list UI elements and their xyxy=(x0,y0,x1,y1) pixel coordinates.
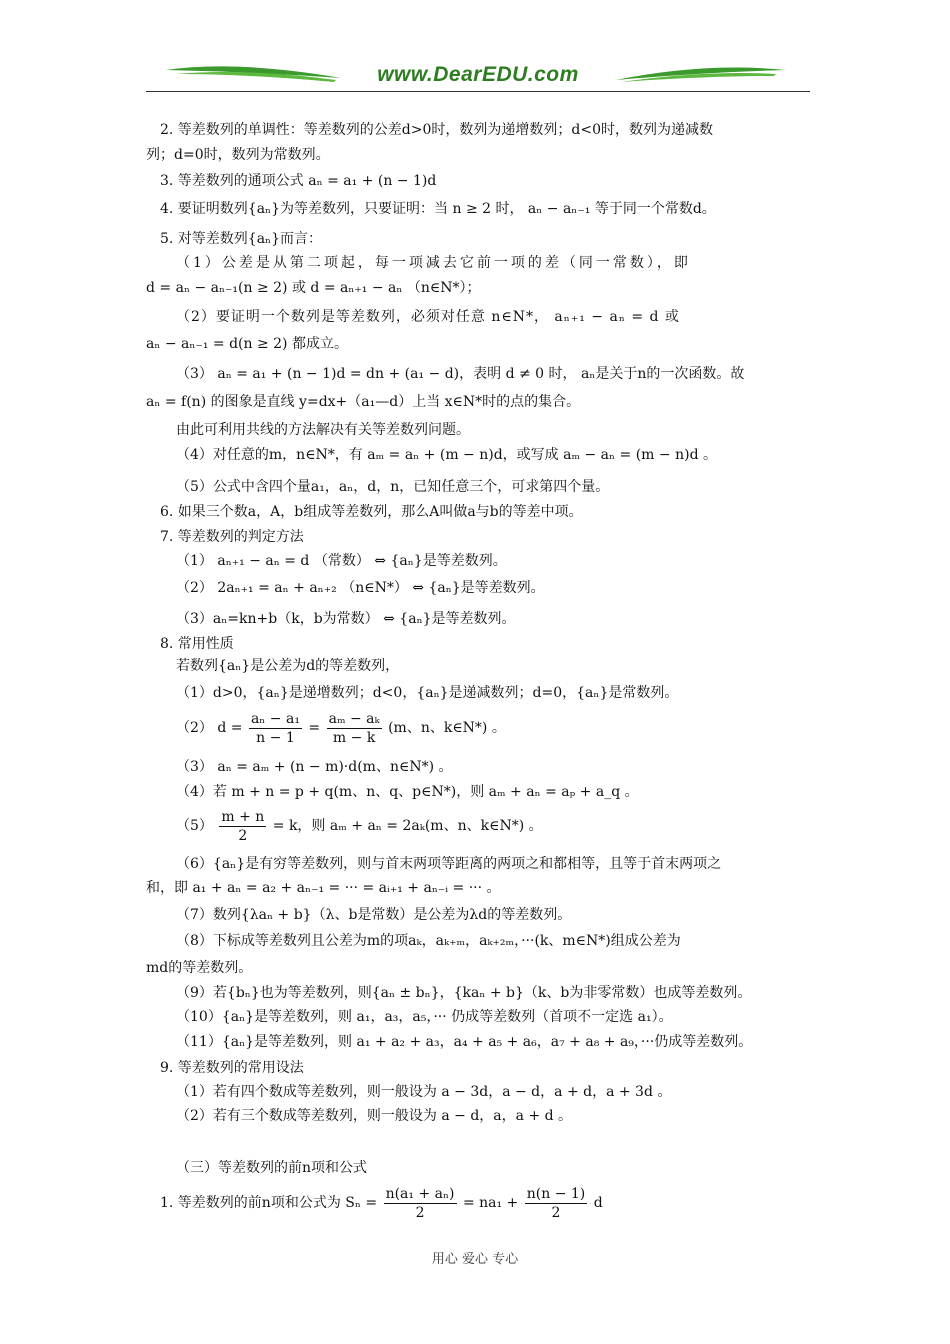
item-8-2-equals: = xyxy=(308,720,321,736)
item-2-line-2: 列；d=0时，数列为常数列。 xyxy=(146,147,330,163)
site-header-banner xyxy=(146,58,810,94)
fraction-3-numerator: m + n xyxy=(221,808,265,825)
fraction-4-numerator: n(a₁ + aₙ) xyxy=(385,1185,455,1202)
sum-formula-suffix: d xyxy=(593,1195,603,1211)
item-8-9: （9）若{bₙ}也为等差数列，则{aₙ ± bₙ}，{kaₙ + b}（k、b为非零常数）也成等差数列。 xyxy=(176,985,752,1001)
item-5-2-line-2: aₙ − aₙ₋₁ = d(n ≥ 2) 都成立。 xyxy=(146,336,348,352)
item-8-2-prefix: （2） d = xyxy=(176,720,243,736)
item-8-5 xyxy=(176,804,543,848)
item-7-3: （3）aₙ=kn+b（k，b为常数） ⇔ {aₙ}是等差数列。 xyxy=(176,611,516,627)
item-5-1-line-1: （1）公差是从第二项起，每一项减去它前一项的差（同一常数），即 xyxy=(176,255,691,271)
item-7-2: （2） 2aₙ₊₁ = aₙ + aₙ₊₂ （n∈N*） ⇔ {aₙ}是等差数列。 xyxy=(176,580,545,596)
fraction-3-denominator: 2 xyxy=(238,827,248,844)
item-8-8-line-2: md的等差数列。 xyxy=(146,960,253,976)
item-8-5-suffix: = k，则 aₘ + aₙ = 2aₖ(m、n、k∈N*) 。 xyxy=(272,818,543,834)
item-8-8-line-1: （8）下标成等差数列且公差为m的项aₖ，aₖ₊ₘ，aₖ₊₂ₘ，···(k、m∈N*)组成公差为 xyxy=(176,933,681,949)
item-8-10: （10）{aₙ}是等差数列，则 a₁，a₃，a₅，··· 仍成等差数列（首项不一定选 a₁）。 xyxy=(176,1009,673,1025)
item-5-3-line-3: 由此可利用共线的方法解决有关等差数列问题。 xyxy=(176,422,470,438)
item-6: 6. 如果三个数a，A，b组成等差数列，那么A叫做a与b的等差中项。 xyxy=(160,504,583,520)
item-4: 4. 要证明数列{aₙ}为等差数列，只要证明：当 n ≥ 2 时， aₙ − aₙ₋₁ 等于同一个常数d。 xyxy=(160,201,716,217)
item-2-line-1: 2. 等差数列的单调性：等差数列的公差d>0时，数列为递增数列；d<0时，数列为递减数 xyxy=(160,122,714,138)
item-8-7: （7）数列{λaₙ + b}（λ、b是常数）是公差为λd的等差数列。 xyxy=(176,907,572,923)
item-8-3: （3） aₙ = aₘ + (n − m)·d(m、n∈N*) 。 xyxy=(176,759,453,775)
sum-formula-middle: = na₁ + xyxy=(462,1195,519,1211)
item-8-2-suffix: (m、n、k∈N*) 。 xyxy=(388,720,506,736)
item-5-1-line-2: d = aₙ − aₙ₋₁(n ≥ 2) 或 d = aₙ₊₁ − aₙ （n∈N*）； xyxy=(146,280,481,296)
item-8-6-line-1: （6）{aₙ}是有穷等差数列，则与首末两项等距离的两项之和都相等，且等于首末两项之 xyxy=(176,856,722,872)
item-8-1: （1）d>0，{aₙ}是递增数列；d<0，{aₙ}是递减数列；d=0，{aₙ}是常数列。 xyxy=(176,685,679,701)
site-url: www.DearEDU.com xyxy=(377,63,579,86)
fraction-1-numerator: aₙ − a₁ xyxy=(250,710,300,727)
item-3: 3. 等差数列的通项公式 aₙ = a₁ + (n − 1)d xyxy=(160,173,437,189)
item-5-5: （5）公式中含四个量a₁，aₙ，d，n，已知任意三个，可求第四个量。 xyxy=(176,479,610,495)
item-9: 9. 等差数列的常用设法 xyxy=(160,1060,304,1076)
item-8: 8. 常用性质 xyxy=(160,636,234,652)
item-8-intro: 若数列{aₙ}是公差为d的等差数列， xyxy=(176,658,400,674)
item-5-2-line-1: （2）要证明一个数列是等差数列，必须对任意 n∈N*， aₙ₊₁ − aₙ = d 或 xyxy=(176,309,680,325)
item-9-1: （1）若有四个数成等差数列，则一般设为 a − 3d，a − d，a + d，a + 3d 。 xyxy=(176,1084,672,1100)
item-8-4: （4）若 m + n = p + q(m、n、q、p∈N*)，则 aₘ + aₙ = aₚ + a_q 。 xyxy=(176,784,639,800)
item-9-2: （2）若有三个数成等差数列，则一般设为 a − d，a，a + d 。 xyxy=(176,1108,573,1124)
item-7-1: （1） aₙ₊₁ − aₙ = d （常数） ⇔ {aₙ}是等差数列。 xyxy=(176,553,507,569)
item-5-3-line-2: aₙ = f(n) 的图象是直线 y=dx+（a₁—d）上当 x∈N*时的点的集合。 xyxy=(146,394,581,410)
fraction-1 xyxy=(249,710,302,747)
page-footer: 用心 爱心 专心 xyxy=(431,1252,519,1267)
section-3-item-1 xyxy=(160,1180,603,1226)
fraction-2 xyxy=(327,710,382,747)
fraction-4-denominator: 2 xyxy=(415,1204,425,1221)
fraction-5 xyxy=(525,1185,588,1222)
item-8-2 xyxy=(176,706,506,750)
item-5-3-line-1: （3） aₙ = a₁ + (n − 1)d = dn + (a₁ − d)，表明 d ≠ 0 时， aₙ是关于n的一次函数。故 xyxy=(176,366,745,382)
item-5: 5. 对等差数列{aₙ}而言： xyxy=(160,231,323,247)
item-8-5-prefix: （5） xyxy=(176,818,213,834)
item-5-4: （4）对任意的m，n∈N*，有 aₘ = aₙ + (m − n)d，或写成 aₘ − aₙ = (m − n)d 。 xyxy=(176,447,717,463)
section-3-heading: （三）等差数列的前n项和公式 xyxy=(176,1160,368,1176)
fraction-3 xyxy=(219,808,266,845)
header-rule xyxy=(146,91,810,92)
fraction-2-numerator: aₘ − aₖ xyxy=(328,710,380,727)
sum-formula-prefix: 1. 等差数列的前n项和公式为 Sₙ = xyxy=(160,1195,378,1211)
fraction-5-denominator: 2 xyxy=(551,1204,561,1221)
item-8-11: （11）{aₙ}是等差数列，则 a₁ + a₂ + a₃，a₄ + a₅ + a₆，a₇ + a₈ + a₉，···仍成等差数列。 xyxy=(176,1034,753,1050)
fraction-2-denominator: m − k xyxy=(332,729,376,746)
item-7: 7. 等差数列的判定方法 xyxy=(160,529,304,545)
fraction-5-numerator: n(n − 1) xyxy=(526,1185,586,1202)
item-8-6-line-2: 和，即 a₁ + aₙ = a₂ + aₙ₋₁ = ··· = aᵢ₊₁ + aₙ₋ᵢ = ··· 。 xyxy=(146,880,501,896)
fraction-4 xyxy=(384,1185,457,1222)
fraction-1-denominator: n − 1 xyxy=(256,729,295,746)
